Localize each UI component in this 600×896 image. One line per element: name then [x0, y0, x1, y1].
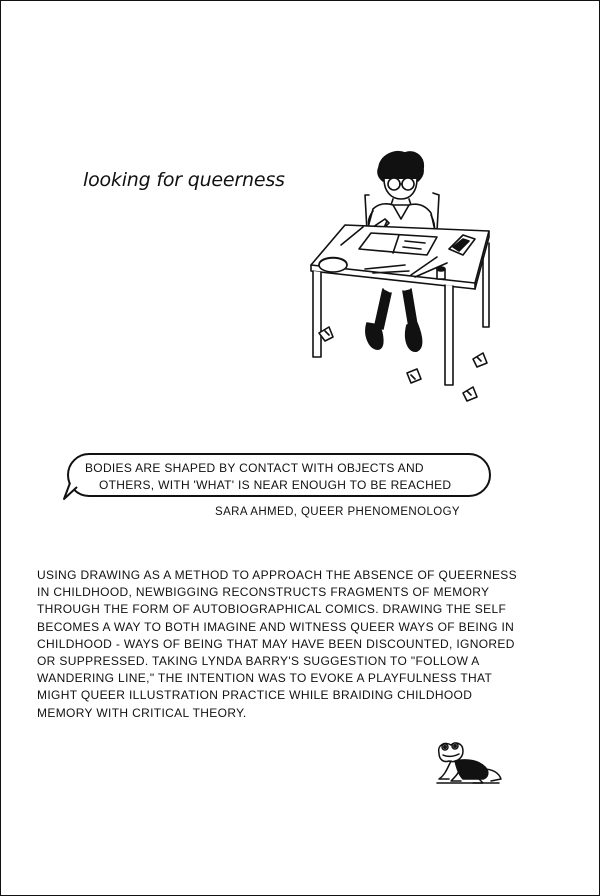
body-line: THROUGH THE FORM OF AUTOBIOGRAPHICAL COMICS. DRAWING THE SELF	[37, 602, 507, 617]
body-line: USING DRAWING AS A METHOD TO APPROACH THE ABSENCE OF QUEERNESS	[37, 568, 518, 582]
body-paragraph	[37, 567, 577, 722]
speech-bubble-tail	[61, 481, 83, 503]
page-heading: looking for queerness	[83, 169, 285, 191]
body-line: WANDERING LINE," THE INTENTION WAS TO EVOKE A PLAYFULNESS THAT	[37, 671, 493, 686]
quote-line-1: BODIES ARE SHAPED BY CONTACT WITH OBJECTS AND	[85, 461, 424, 475]
person-drawing-at-desk-illustration	[287, 147, 497, 411]
body-line: MEMORY WITH CRITICAL THEORY.	[37, 705, 247, 720]
body-line: IN CHILDHOOD, NEWBIGGING RECONSTRUCTS FRAGMENTS OF MEMORY	[37, 585, 490, 600]
quote-line-2: OTHERS, WITH 'WHAT' IS NEAR ENOUGH TO BE REACHED	[99, 478, 452, 492]
body-line: OR SUPPRESSED. TAKING LYNDA BARRY'S SUGGESTION TO "FOLLOW A	[37, 654, 480, 669]
quote-attribution: SARA AHMED, QUEER PHENOMENOLOGY	[215, 506, 461, 518]
body-line: MIGHT QUEER ILLUSTRATION PRACTICE WHILE BRAIDING CHILDHOOD	[37, 688, 473, 703]
body-line: BECOMES A WAY TO BOTH IMAGINE AND WITNESS QUEER WAYS OF BEING IN	[37, 619, 515, 634]
frog-figure-illustration	[433, 739, 505, 785]
quote-speech-bubble	[67, 453, 491, 497]
body-line: CHILDHOOD - WAYS OF BEING THAT MAY HAVE BEEN DISCOUNTED, IGNORED	[37, 636, 515, 651]
